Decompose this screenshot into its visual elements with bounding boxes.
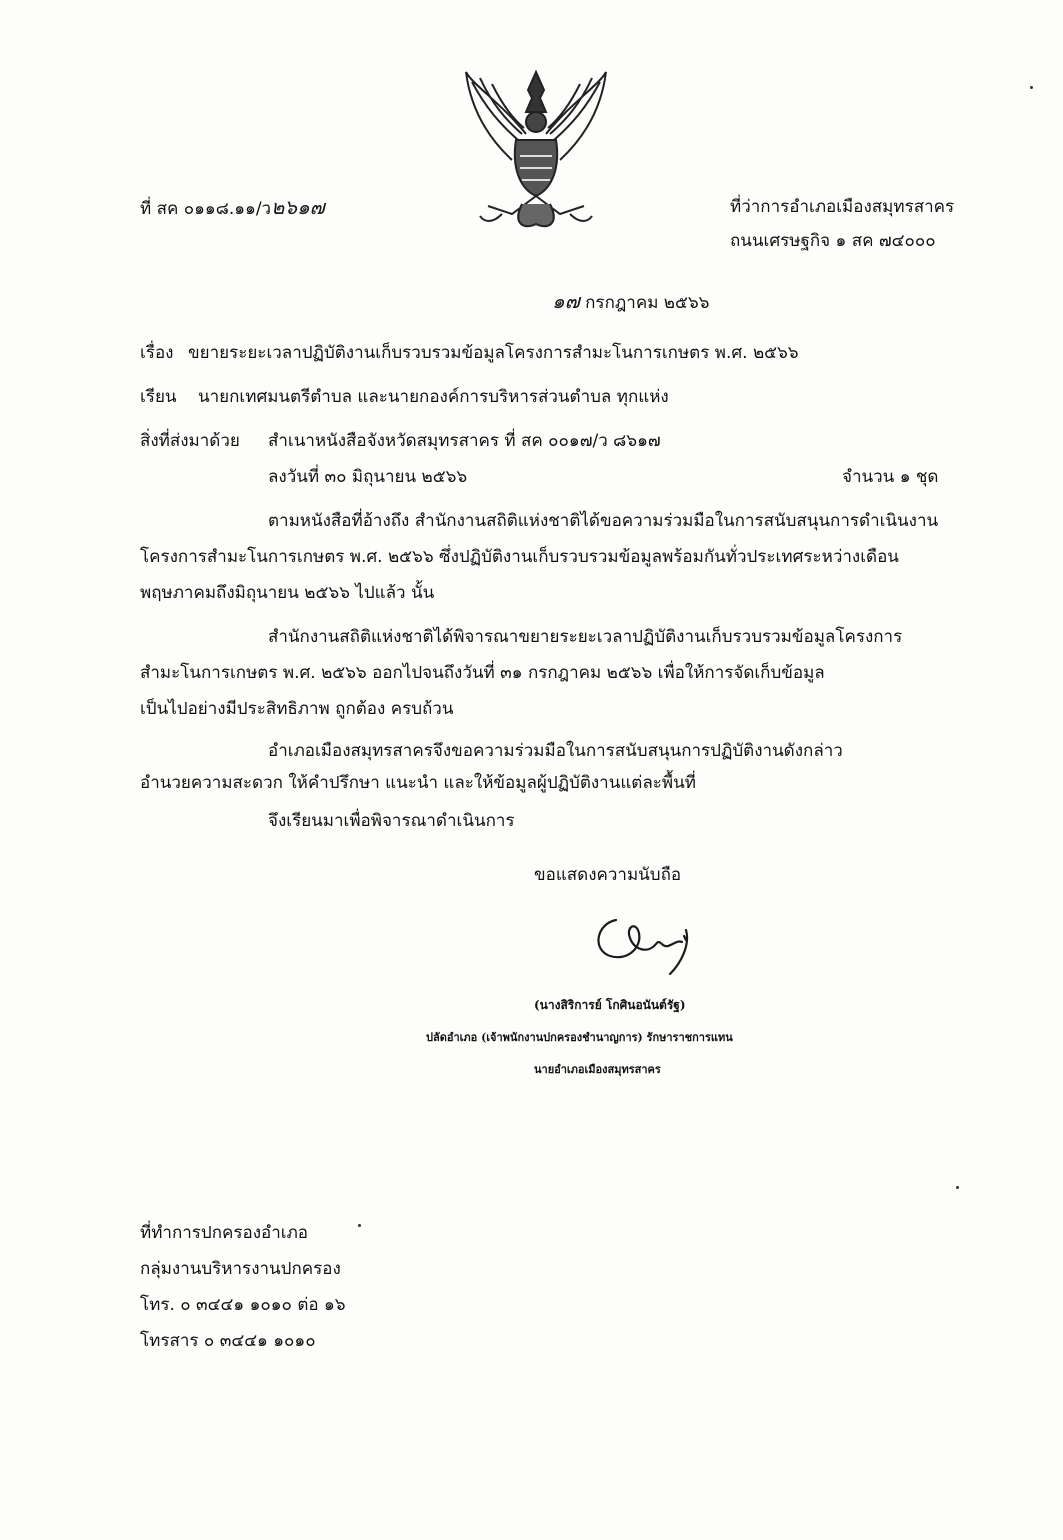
footer-division: กลุ่มงานบริหารงานปกครอง (140, 1259, 341, 1279)
enclosure-count: จำนวน ๑ ชุด (842, 467, 939, 487)
footer-phone: โทร. ๐ ๓๔๔๑ ๑๐๑๐ ต่อ ๑๖ (140, 1295, 346, 1315)
para2-line2: สำมะโนการเกษตร พ.ศ. ๒๕๖๖ ออกไปจนถึงวันที่ ๓๑ กรกฎาคม ๒๕๖๖ เพื่อให้การจัดเก็บข้อมูล (140, 663, 825, 683)
para1-line1: ตามหนังสือที่อ้างถึง สำนักงานสถิติแห่งชาติได้ขอความร่วมมือในการสนับสนุนการดำเนินงาน (268, 511, 939, 531)
document-date: ๑๗ กรกฎาคม ๒๕๖๖ (552, 289, 710, 313)
enclosure-label: สิ่งที่ส่งมาด้วย (140, 431, 240, 451)
enclosure-line1: สำเนาหนังสือจังหวัดสมุทรสาคร ที่ สค ๐๐๑๗/ว ๘๖๑๗ (268, 431, 661, 451)
document-number: ที่ สค ๐๑๑๘.๑๑/ว๒๖๑๗ (140, 195, 325, 219)
closing-line: จึงเรียนมาเพื่อพิจารณาดำเนินการ (268, 811, 515, 831)
para1-line2: โครงการสำมะโนการเกษตร พ.ศ. ๒๕๖๖ ซึ่งปฏิบัติงานเก็บรวบรวมข้อมูลพร้อมกันทั่วประเทศระหว่างเดือน (140, 547, 899, 567)
subject-label: เรื่อง (140, 343, 174, 363)
footer-fax: โทรสาร ๐ ๓๔๔๑ ๑๐๑๐ (140, 1331, 316, 1351)
garuda-emblem (462, 64, 610, 232)
para2-line1: สำนักงานสถิติแห่งชาติได้พิจารณาขยายระยะเวลาปฏิบัติงานเก็บรวบรวมข้อมูลโครงการ (268, 627, 903, 647)
signatory-name: (นางสิริการย์ โกศินอนันต์รัฐ) (534, 998, 686, 1012)
subject-text: ขยายระยะเวลาปฏิบัติงานเก็บรวบรวมข้อมูลโครงการสำมะโนการเกษตร พ.ศ. ๒๕๖๖ (188, 343, 799, 363)
para3-line1: อำเภอเมืองสมุทรสาครจึงขอความร่วมมือในการสนับสนุนการปฏิบัติงานดังกล่าว (268, 741, 843, 761)
para1-line3: พฤษภาคมถึงมิถุนายน ๒๕๖๖ ไปแล้ว นั้น (140, 583, 435, 603)
footer-office: ที่ทำการปกครองอำเภอ (140, 1223, 309, 1243)
office-address-line2: ถนนเศรษฐกิจ ๑ สค ๗๔๐๐๐ (730, 231, 936, 251)
para3-line2: อำนวยความสะดวก ให้คำปรึกษา แนะนำ และให้ข้อมูลผู้ปฏิบัติงานแต่ละพื้นที่ (140, 773, 696, 793)
para2-line3: เป็นไปอย่างมีประสิทธิภาพ ถูกต้อง ครบถ้วน (140, 699, 454, 719)
document-number-handwritten: ๒๖๑๗ (271, 195, 325, 219)
signatory-position-line1: ปลัดอำเภอ (เจ้าพนักงานปกครองชำนาญการ) รักษาราชการแทน (426, 1031, 733, 1044)
signatory-position-line2: นายอำเภอเมืองสมุทรสาคร (534, 1063, 661, 1076)
office-address-line1: ที่ว่าการอำเภอเมืองสมุทรสาคร (730, 197, 955, 217)
recipient-label: เรียน (140, 387, 177, 407)
recipient-text: นายกเทศมนตรีตำบล และนายกองค์การบริหารส่วนตำบล ทุกแห่ง (198, 387, 669, 407)
handwritten-signature (586, 900, 706, 980)
scan-speck (1030, 86, 1033, 89)
scan-speck (956, 1186, 959, 1189)
date-day-handwritten: ๑๗ (552, 289, 580, 313)
enclosure-line2: ลงวันที่ ๓๐ มิถุนายน ๒๕๖๖ (268, 467, 468, 487)
scan-speck (358, 1224, 361, 1227)
regards: ขอแสดงความนับถือ (534, 865, 682, 885)
